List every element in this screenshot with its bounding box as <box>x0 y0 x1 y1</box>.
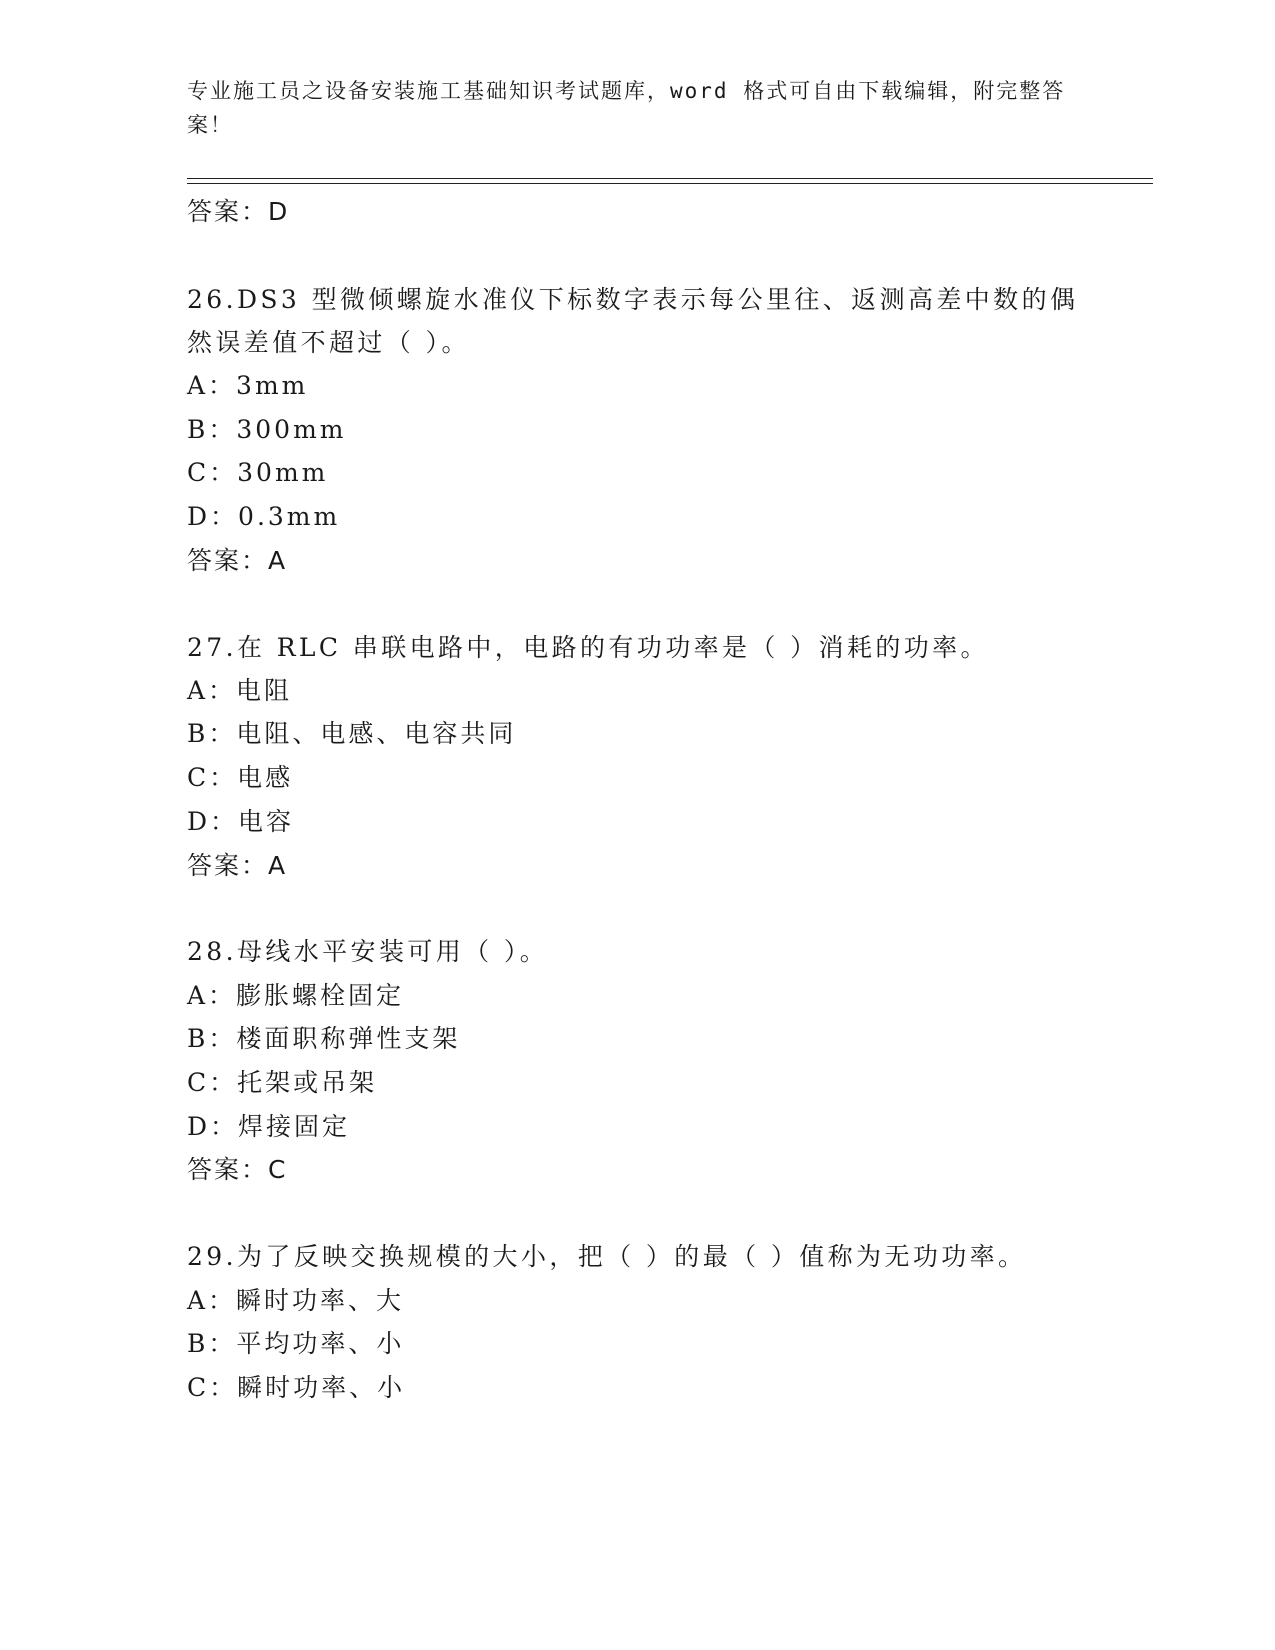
question-29-option-b: B：平均功率、小 <box>187 1329 405 1358</box>
question-26-option-a: A：3mm <box>187 371 309 400</box>
question-28-option-c: C：托架或吊架 <box>187 1068 378 1097</box>
answer-q27: 答案：A <box>187 851 288 880</box>
answer-q25: 答案：D <box>187 197 290 226</box>
question-29-option-a: A：瞬时功率、大 <box>187 1286 405 1315</box>
question-26-stem-line1: 26.DS3 型微倾螺旋水准仪下标数字表示每公里往、返测高差中数的偶 <box>187 285 1079 314</box>
question-28-option-d: D：焊接固定 <box>187 1112 351 1141</box>
question-28-stem-line1: 28.母线水平安装可用（ ）。 <box>187 937 549 966</box>
question-26-option-b: B：300mm <box>187 415 347 444</box>
document-header: 专业施工员之设备安装施工基础知识考试题库，word 格式可自由下载编辑，附完整答案！ <box>187 79 1066 137</box>
question-27-option-d: D：电容 <box>187 807 295 836</box>
question-27-option-b: B：电阻、电感、电容共同 <box>187 719 517 748</box>
header-divider-bottom <box>187 183 1153 184</box>
question-28-option-a: A：膨胀螺栓固定 <box>187 981 405 1010</box>
answer-q26: 答案：A <box>187 546 288 575</box>
question-26-stem-line2: 然误差值不超过（ ）。 <box>187 328 470 357</box>
question-29-stem-line1: 29.为了反映交换规模的大小，把（ ）的最（ ）值称为无功功率。 <box>187 1242 1027 1271</box>
question-29-option-c: C：瞬时功率、小 <box>187 1373 406 1402</box>
question-26-option-d: D：0.3mm <box>187 502 341 531</box>
question-27-stem-line1: 27.在 RLC 串联电路中，电路的有功功率是（ ）消耗的功率。 <box>187 633 989 662</box>
question-28-option-b: B：楼面职称弹性支架 <box>187 1024 461 1053</box>
header-divider-top <box>187 178 1153 179</box>
answer-q28: 答案：C <box>187 1155 288 1184</box>
question-27-option-c: C：电感 <box>187 763 294 792</box>
question-27-option-a: A：电阻 <box>187 676 293 705</box>
question-26-option-c: C：30mm <box>187 458 329 487</box>
